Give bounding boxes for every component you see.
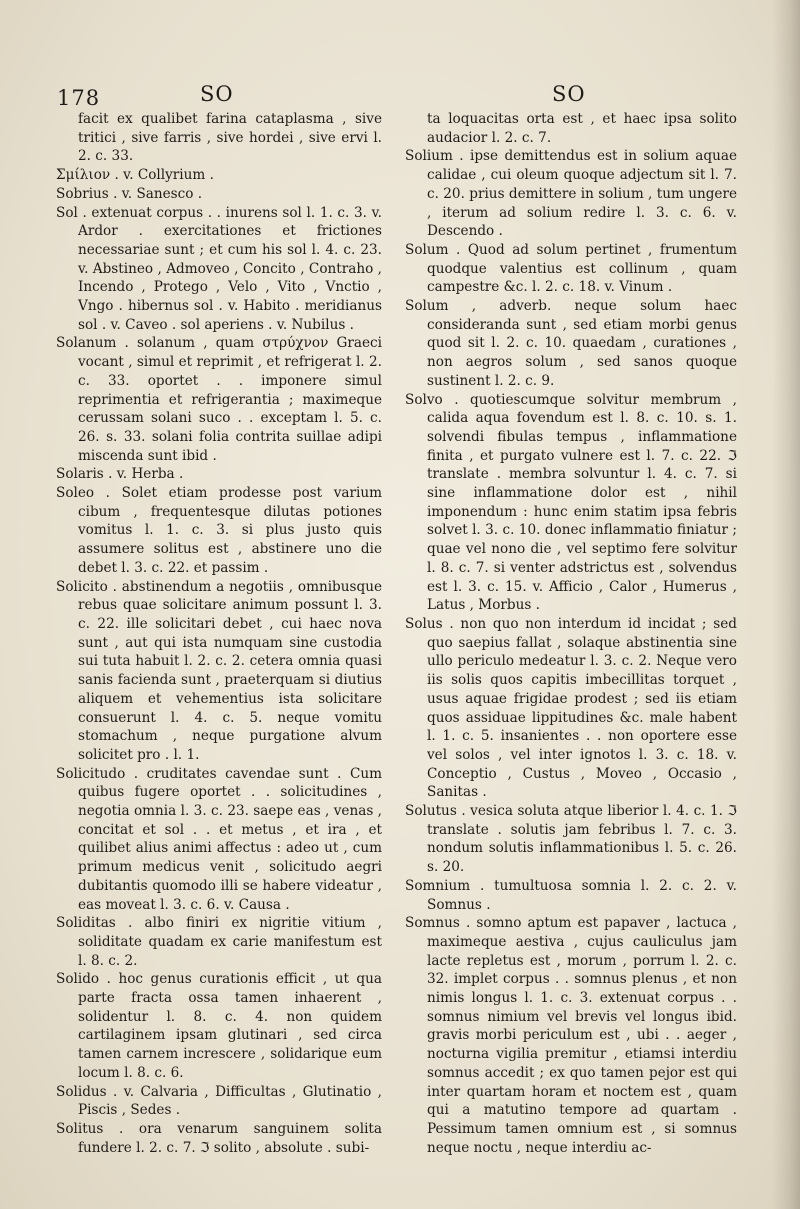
- running-head-right: SO: [552, 82, 586, 106]
- dictionary-entry: Solvo . quotiescumque solvitur membrum , calida aqua fovendum est l. 8. c. 10. s. 1. solvendi fibulas tempus , inflammatione finita , et purgato vulnere est l. 7. c. 22. ℑ translate . membra solvuntur l. 4. c. 7. si sine inflammatione dolor est , nihil imponendum : hunc enim statim ipsa febris solvet l. 3. c. 10. donec inflammatio finiatur ; quae vel nono die , vel septimo fere solvitur l. 8. c. 7. si venter adstrictus est , solvendus est l. 3. c. 15. v. Afficio , Calor , Humerus , Latus , Morbus .: [405, 391, 737, 614]
- dictionary-entry: Solum , adverb. neque solum haec consideranda sunt , sed etiam morbi genus quod sit l. 2. c. 10. quaedam , curationes , non aegros solum , sed sanos quoque sustinent l. 2. c. 9.: [405, 298, 737, 389]
- dictionary-entry: facit ex qualibet farina cataplasma , sive tritici , sive farris , sive hordei , sive ervi l. 2. c. 33.: [78, 111, 382, 165]
- dictionary-entry: Soleo . Solet etiam prodesse post varium cibum , frequentesque dilutas potiones vomitus l. 1. c. 3. si plus justo quis assumere solitus est , abstinere uno die debet l. 3. c. 22. et passim .: [56, 485, 382, 576]
- left-column: [56, 110, 382, 1157]
- right-column: [405, 110, 737, 1157]
- dictionary-entry: Somnus . somno aptum est papaver , lactuca , maximeque aestiva , cujus cauliculus jam lacte repletus est , morum , porrum l. 2. c. 32. implet corpus . . somnus plenus , et non nimis longus l. 1. c. 3. extenuat corpus . . somnus nimium vel brevis vel longus ibid. gravis morbi periculum est , ubi . . aeger , nocturna vigilia premitur , etiamsi interdiu somnus accedit ; ex quo tamen pejor est qui inter quartam horam et noctem est , quam qui a matutino tempore ad quartam . Pessimum tamen omnium est , si somnus neque noctu , neque interdiu ac-: [405, 915, 737, 1156]
- binding-shadow: [772, 0, 800, 1209]
- dictionary-entry: Solutus . vesica soluta atque liberior l. 4. c. 1. ℑ translate . solutis jam febribus l. 7. c. 3. nondum solutis inflammationibus l. 5. c. 26. s. 20.: [405, 803, 737, 876]
- dictionary-entry: Σμίλιον . v. Collyrium .: [56, 167, 214, 184]
- dictionary-entry: Solus . non quo non interdum id incidat ; sed quo saepius fallat , solaque abstinentia sine ullo periculo medeatur l. 3. c. 2. Neque vero iis solis quos capitis imbecillitas torquet , usus aquae frigidae prodest ; sed iis etiam quos assiduae lippitudines &c. male habent l. 1. c. 5. insanientes . . non oportere esse vel solos , vel inter ignotos l. 3. c. 18. v. Conceptio , Custus , Moveo , Occasio , Sanitas .: [405, 615, 737, 801]
- running-head-left: SO: [200, 82, 234, 106]
- dictionary-entry: Solido . hoc genus curationis efficit , ut qua parte fracta ossa tamen inhaerent , solidentur l. 8. c. 4. non quidem cartilaginem ipsam glutinari , sed circa tamen carnem increscere , solidarique eum locum l. 8. c. 6.: [56, 971, 382, 1081]
- dictionary-entry: Solicito . abstinendum a negotiis , omnibusque rebus quae solicitare animum possunt l. 3. c. 22. ille solicitari debet , cui haec nova sunt , aut qui ista numquam sine custodia sui tuta habuit l. 2. c. 2. cetera omnia quasi sanis facienda sunt , praeterquam si diutius aliquem et vehementius ista solicitare consuerunt l. 4. c. 5. neque vomitu stomachum , neque purgatione alvum solicitet pro . l. 1.: [56, 578, 382, 763]
- dictionary-entry: Solitus . ora venarum sanguinem solita fundere l. 2. c. 7. ℑ solito , absolute . subi-: [56, 1120, 382, 1156]
- dictionary-entry: Sobrius . v. Sanesco .: [56, 185, 203, 202]
- dictionary-entry: ta loquacitas orta est , et haec ipsa solito audacior l. 2. c. 7.: [427, 111, 737, 146]
- page-header: [0, 82, 800, 112]
- dictionary-entry: Solicitudo . cruditates cavendae sunt . Cum quibus fugere oportet . . solicitudines , negotia omnia l. 3. c. 23. saepe eas , venas , concitat et sol . . et metus , et ira , et quilibet alius animi affectus : adeo ut , cum primum medicus venit , solicitudo aegri dubitantis quomodo illi se habere videatur , eas moveat l. 3. c. 6. v. Causa .: [56, 765, 382, 913]
- dictionary-entry: Somnium . tumultuosa somnia l. 2. c. 2. v. Somnus .: [405, 877, 737, 913]
- dictionary-entry: Solium . ipse demittendus est in solium aquae calidae , cui oleum quoque adjectum sit l. 7. c. 20. prius demittere in solium , tum ungere , iterum ad solium redire l. 3. c. 6. v. Descendo .: [405, 148, 737, 240]
- dictionary-entry: Soliditas . albo finiri ex nigritie vitium , soliditate quadam ex carie manifestum est l. 8. c. 2.: [56, 915, 382, 969]
- dictionary-entry: Solaris . v. Herba .: [56, 466, 184, 483]
- dictionary-entry: Sol . extenuat corpus . . inurens sol l. 1. c. 3. v. Ardor . exercitationes et frictiones necessariae sunt ; et cum his sol l. 4. c. 23. v. Abstineo , Admoveo , Concito , Contraho , Incendo , Protego , Velo , Vito , Vnctio , Vngo . hibernus sol . v. Habito . meridianus sol . v. Caveo . sol aperiens . v. Nubilus .: [56, 204, 382, 333]
- dictionary-entry: Solum . Quod ad solum pertinet , frumentum quodque valentius est collinum , quam campestre &c. l. 2. c. 18. v. Vinum .: [405, 241, 737, 296]
- page-number: 178: [57, 86, 101, 110]
- dictionary-entry: Solanum . solanum , quam στρύχνον Graeci vocant , simul et reprimit , et refrigerat l. 2. c. 33. oportet . . imponere simul reprimentia et refrigerantia ; maximeque cerussam solani suco . . exceptam l. 5. c. 26. s. 33. solani folia contrita suillae adipi miscenda sunt ibid .: [56, 335, 382, 464]
- dictionary-entry: Solidus . v. Calvaria , Difficultas , Glutinatio , Piscis , Sedes .: [56, 1083, 382, 1119]
